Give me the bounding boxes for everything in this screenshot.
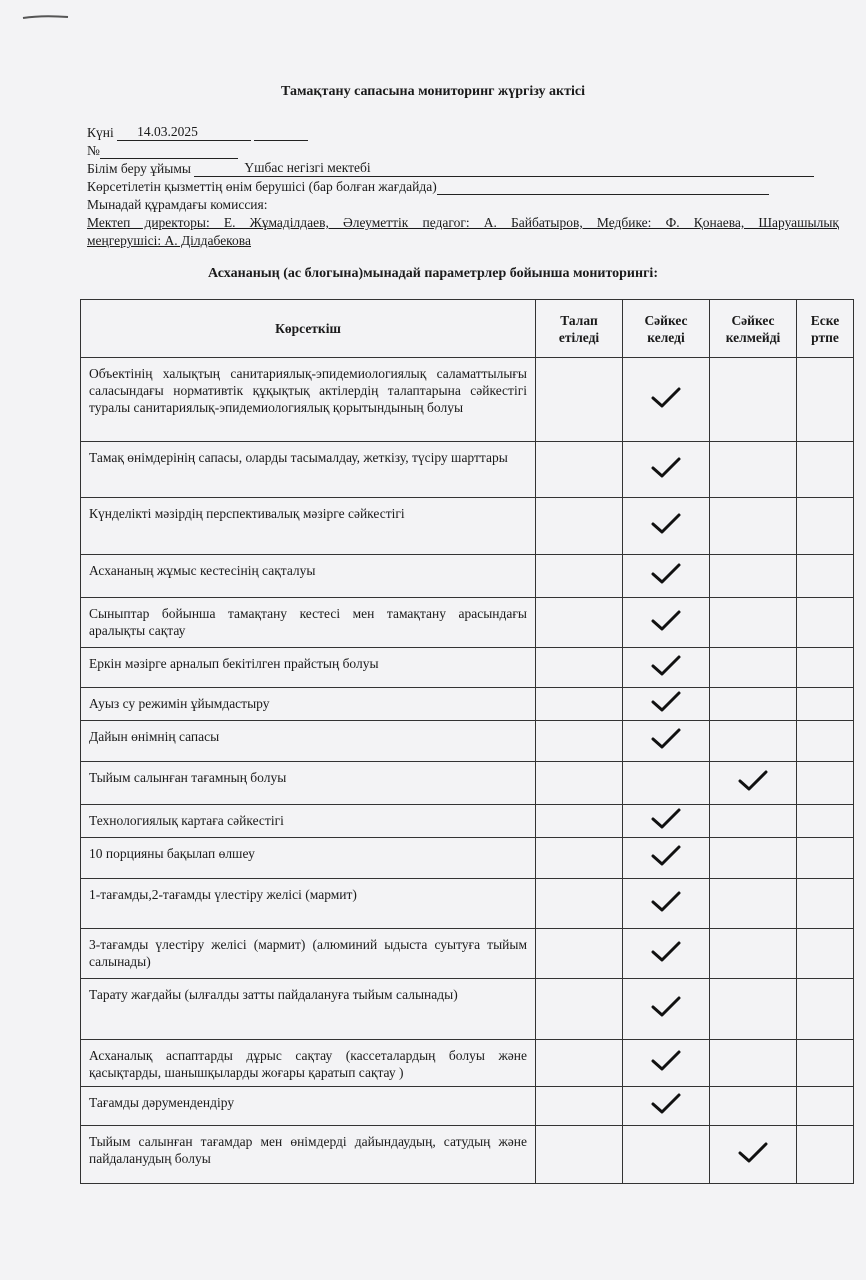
cell-compliant xyxy=(623,358,710,442)
header-indicator: Көрсеткіш xyxy=(81,300,536,358)
provider-line xyxy=(87,178,769,195)
checkmark-icon xyxy=(650,386,682,410)
cell-noncompliant xyxy=(710,838,797,879)
indicator-text: Асхананың жұмыс кестесінің сақталуы xyxy=(81,555,536,598)
cell-compliant xyxy=(623,879,710,929)
cell-note xyxy=(797,762,854,805)
cell-compliant xyxy=(623,721,710,762)
table-row xyxy=(81,648,854,688)
indicator-text: 1-тағамды,2-тағамды үлестіру желісі (мармит) xyxy=(81,879,536,929)
table-header-row xyxy=(81,300,854,358)
indicator-text: Еркін мәзірге арналып бекітілген прайстың болуы xyxy=(81,648,536,688)
checkmark-icon xyxy=(650,654,682,678)
cell-noncompliant xyxy=(710,762,797,805)
checkmark-icon xyxy=(650,609,682,633)
cell-required xyxy=(536,1126,623,1184)
school-label: Білім беру ұйымы xyxy=(87,161,191,176)
checkmark-icon xyxy=(650,690,682,714)
cell-noncompliant xyxy=(710,721,797,762)
cell-required xyxy=(536,721,623,762)
cell-required xyxy=(536,838,623,879)
number-line xyxy=(87,142,238,159)
cell-compliant xyxy=(623,688,710,721)
indicator-text: Дайын өнімнің сапасы xyxy=(81,721,536,762)
cell-required xyxy=(536,358,623,442)
checkmark-icon xyxy=(650,1049,682,1073)
commission-label: Мынадай құрамдағы комиссия: xyxy=(87,197,268,212)
checkmark-icon xyxy=(650,456,682,480)
staple-mark xyxy=(22,14,70,20)
table-row xyxy=(81,498,854,555)
cell-required xyxy=(536,688,623,721)
cell-compliant xyxy=(623,838,710,879)
cell-compliant xyxy=(623,1087,710,1126)
table-row xyxy=(81,762,854,805)
table-row xyxy=(81,1126,854,1184)
document-title: Тамақтану сапасына мониторинг жүргізу актісі xyxy=(281,84,585,99)
cell-compliant xyxy=(623,598,710,648)
cell-noncompliant xyxy=(710,979,797,1040)
cell-noncompliant xyxy=(710,498,797,555)
table-subtitle: Асхананың (ас блогына)мынадай параметрлер бойынша мониторингі: xyxy=(208,266,658,281)
checkmark-icon xyxy=(650,807,682,831)
cell-required xyxy=(536,648,623,688)
cell-note xyxy=(797,498,854,555)
cell-required xyxy=(536,929,623,979)
checkmark-icon xyxy=(650,1092,682,1116)
cell-required xyxy=(536,1087,623,1126)
checkmark-icon xyxy=(650,995,682,1019)
cell-noncompliant xyxy=(710,688,797,721)
cell-noncompliant xyxy=(710,648,797,688)
indicator-text: Тыйым салынған тағамның болуы xyxy=(81,762,536,805)
table-row xyxy=(81,358,854,442)
number-label: № xyxy=(87,143,100,158)
checkmark-icon xyxy=(650,727,682,751)
cell-compliant xyxy=(623,1040,710,1087)
cell-required xyxy=(536,598,623,648)
table-row xyxy=(81,442,854,498)
indicator-text: 10 порцияны бақылап өлшеу xyxy=(81,838,536,879)
indicator-text: Сыныптар бойынша тамақтану кестесі мен тамақтану арасындағы аралықты сақтау xyxy=(81,598,536,648)
cell-required xyxy=(536,555,623,598)
cell-noncompliant xyxy=(710,598,797,648)
cell-noncompliant xyxy=(710,805,797,838)
table-row xyxy=(81,805,854,838)
cell-note xyxy=(797,879,854,929)
cell-note xyxy=(797,929,854,979)
cell-compliant xyxy=(623,805,710,838)
school-line xyxy=(87,160,814,177)
checkmark-icon xyxy=(650,890,682,914)
cell-note xyxy=(797,555,854,598)
cell-note xyxy=(797,1040,854,1087)
cell-required xyxy=(536,1040,623,1087)
header-note: Еске ртпе xyxy=(797,300,854,358)
date-value: 14.03.2025 xyxy=(137,124,198,139)
school-value: Үшбас негізгі мектебі xyxy=(244,160,371,175)
checkmark-icon xyxy=(737,1141,769,1165)
cell-noncompliant xyxy=(710,929,797,979)
table-row xyxy=(81,838,854,879)
commission-line-1: Мектеп директоры: Е. Жұмаділдаев, Әлеуметтік педагог: А. Байбатыров, Медбике: Ф. Қонаева, Шаруашылық xyxy=(87,215,839,230)
cell-note xyxy=(797,688,854,721)
cell-compliant xyxy=(623,979,710,1040)
table-row xyxy=(81,555,854,598)
cell-note xyxy=(797,1126,854,1184)
checkmark-icon xyxy=(650,562,682,586)
cell-note xyxy=(797,598,854,648)
cell-note xyxy=(797,1087,854,1126)
cell-note xyxy=(797,979,854,1040)
cell-note xyxy=(797,838,854,879)
provider-label: Көрсетілетін қызметтің өнім берушісі (бар болған жағдайда) xyxy=(87,179,437,194)
cell-required xyxy=(536,979,623,1040)
header-required: Талап етіледі xyxy=(536,300,623,358)
cell-compliant xyxy=(623,555,710,598)
cell-compliant xyxy=(623,929,710,979)
indicator-text: Ауыз су режимін ұйымдастыру xyxy=(81,688,536,721)
table-row xyxy=(81,879,854,929)
table-row xyxy=(81,688,854,721)
table-row xyxy=(81,598,854,648)
monitoring-table xyxy=(80,299,854,1184)
cell-compliant xyxy=(623,1126,710,1184)
table-row xyxy=(81,1087,854,1126)
cell-required xyxy=(536,498,623,555)
cell-noncompliant xyxy=(710,879,797,929)
indicator-text: Тамақ өнімдерінің сапасы, оларды тасымалдау, жеткізу, түсіру шарттары xyxy=(81,442,536,498)
cell-noncompliant xyxy=(710,1040,797,1087)
table-row xyxy=(81,979,854,1040)
cell-note xyxy=(797,721,854,762)
indicator-text: Асханалық аспаптарды дұрыс сақтау (кассеталардың болуы және қасықтарды, шанышқыларды жоғары қаратып сақтау ) xyxy=(81,1040,536,1087)
indicator-text: Тағамды дәрумендендіру xyxy=(81,1087,536,1126)
cell-note xyxy=(797,805,854,838)
commission-line-2: меңгерушісі: А. Ділдабекова xyxy=(87,233,251,248)
cell-compliant xyxy=(623,442,710,498)
table-row xyxy=(81,1040,854,1087)
date-line xyxy=(87,124,308,141)
cell-note xyxy=(797,442,854,498)
cell-compliant xyxy=(623,762,710,805)
cell-required xyxy=(536,442,623,498)
cell-noncompliant xyxy=(710,358,797,442)
cell-noncompliant xyxy=(710,1126,797,1184)
table-row xyxy=(81,929,854,979)
cell-note xyxy=(797,358,854,442)
checkmark-icon xyxy=(737,769,769,793)
cell-required xyxy=(536,879,623,929)
table-row xyxy=(81,721,854,762)
indicator-text: Тарату жағдайы (ылғалды затты пайдалануға тыйым салынады) xyxy=(81,979,536,1040)
date-label: Күні xyxy=(87,125,114,140)
indicator-text: Тыйым салынған тағамдар мен өнімдерді дайындаудың, сатудың және пайдаланудың болуы xyxy=(81,1126,536,1184)
cell-required xyxy=(536,762,623,805)
checkmark-icon xyxy=(650,844,682,868)
cell-required xyxy=(536,805,623,838)
cell-note xyxy=(797,648,854,688)
checkmark-icon xyxy=(650,940,682,964)
indicator-text: Объектінің халықтың санитариялық-эпидемиологиялық саламаттылығы саласындағы нормативтік құқықтық актілердің талаптарына сәйкестігі туралы санитариялық-эпидемиологиялық қорытындының болуы xyxy=(81,358,536,442)
cell-compliant xyxy=(623,498,710,555)
header-noncompliant: Сәйкес келмейді xyxy=(710,300,797,358)
checkmark-icon xyxy=(650,512,682,536)
indicator-text: 3-тағамды үлестіру желісі (мармит) (алюминий ыдыста суытуға тыйым салынады) xyxy=(81,929,536,979)
cell-noncompliant xyxy=(710,442,797,498)
cell-noncompliant xyxy=(710,1087,797,1126)
indicator-text: Технологиялық картаға сәйкестігі xyxy=(81,805,536,838)
cell-noncompliant xyxy=(710,555,797,598)
indicator-text: Күнделікті мәзірдің перспективалық мәзірге сәйкестігі xyxy=(81,498,536,555)
header-compliant: Сәйкес келеді xyxy=(623,300,710,358)
cell-compliant xyxy=(623,648,710,688)
